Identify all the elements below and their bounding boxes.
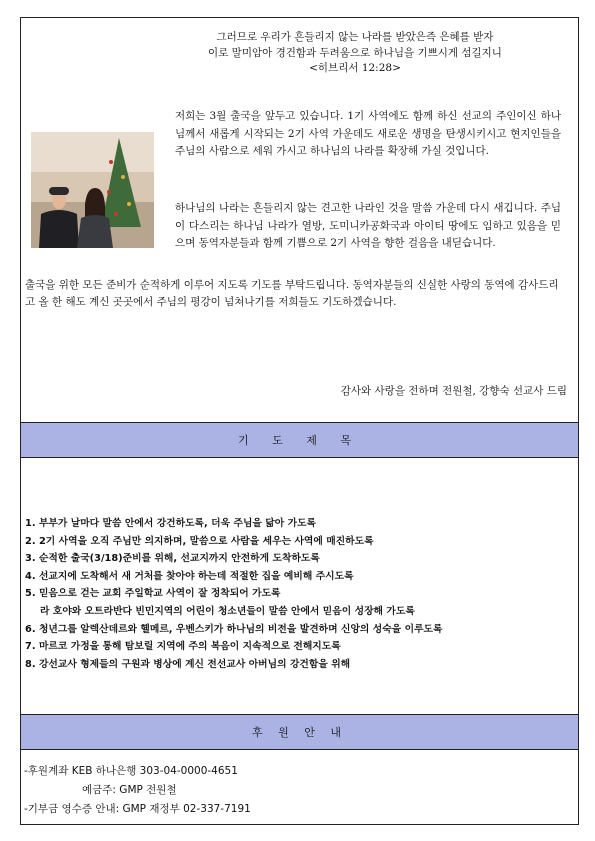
support-account-holder: 예금주: GMP 전원철 [82, 784, 177, 796]
donation-receipt-info: -기부금 영수증 안내: GMP 재정부 02-337-7191 [24, 803, 251, 815]
verse-block [150, 30, 560, 77]
verse-reference: <히브리서 12:28> [309, 62, 401, 74]
prayer-item: 6. 청년그룹 알렉산데르와 헬메르, 우벤스키가 하나님의 비전을 발견하며 신앙의 성숙을 이루도록 [25, 623, 443, 635]
prayer-request-paragraph: 출국을 위한 모든 준비가 순적하게 이루어 지도록 기도를 부탁드립니다. 동역자분들의 신실한 사랑의 동역에 감사드리고 올 한 해도 계신 곳곳에서 주님의 평강이 넘쳐나기를 저희들도 기도하겠습니다. [25, 279, 559, 308]
prayer-item: 1. 부부가 날마다 말씀 안에서 강건하도록, 더욱 주님을 닮아 가도록 [25, 518, 317, 529]
prayer-list [25, 515, 575, 673]
intro-paragraph-2: 하나님의 나라는 흔들리지 않는 견고한 나라인 것을 말씀 가운데 다시 새깁니다. 주님이 다스리는 하나님 나라가 열방, 도미니카공화국과 아이티 땅에도 임하고 있음을 믿으며 동역자분들과 함께 기쁨으로 2기 사역을 향한 걸음을 내딛습니다. [175, 202, 561, 249]
prayer-topics-header: 기 도 제 목 [21, 422, 578, 458]
missionary-couple-photo [31, 132, 154, 248]
support-info [24, 762, 251, 819]
prayer-item: 4. 선교지에 도착해서 새 거처를 찾아야 하는데 적절한 집을 예비해 주시도록 [25, 570, 354, 582]
intro-paragraph-1: 저희는 3월 출국을 앞두고 있습니다. 1기 사역에도 함께 하신 선교의 주인이신 하나님께서 새롭게 시작되는 2기 사역 가운데도 새로운 생명을 탄생시키시고 현지인들을 주님의 사람으로 세워 가시고 하나님의 나라를 확장해 가실 것입니다. [175, 110, 561, 157]
prayer-item-continuation: 라 호야와 오트라반다 빈민지역의 어린이 청소년들이 말씀 안에서 믿음이 성장해 가도록 [40, 605, 415, 617]
signoff: 감사와 사랑을 전하며 전원철, 강향숙 선교사 드림 [340, 385, 567, 397]
support-info-header: 후 원 안 내 [21, 714, 578, 750]
prayer-item: 5. 믿음으로 걷는 교회 주일학교 사역이 잘 정착되어 가도록 [25, 588, 281, 600]
prayer-item: 8. 강선교사 형제들의 구원과 병상에 계신 전선교사 아버님의 강건함을 위해 [25, 658, 351, 670]
prayer-item: 3. 순적한 출국(3/18)준비를 위해, 선교지까지 안전하게 도착하도록 [25, 553, 320, 565]
prayer-item: 2. 2기 사역을 오직 주님만 의지하며, 말씀으로 사람을 세우는 사역에 매진하도록 [25, 535, 374, 547]
verse-line-1: 그러므로 우리가 흔들리지 않는 나라를 받았은즉 은혜를 받자 [216, 31, 494, 43]
support-account: -후원계좌 KEB 하나은행 303-04-0000-4651 [24, 765, 238, 777]
verse-line-2: 이로 말미암아 경건함과 두려움으로 하나님을 기쁘시게 섬길지니 [208, 46, 502, 59]
prayer-item: 7. 마르코 가정을 통해 탐보릴 지역에 주의 복음이 지속적으로 전해지도록 [25, 641, 341, 653]
